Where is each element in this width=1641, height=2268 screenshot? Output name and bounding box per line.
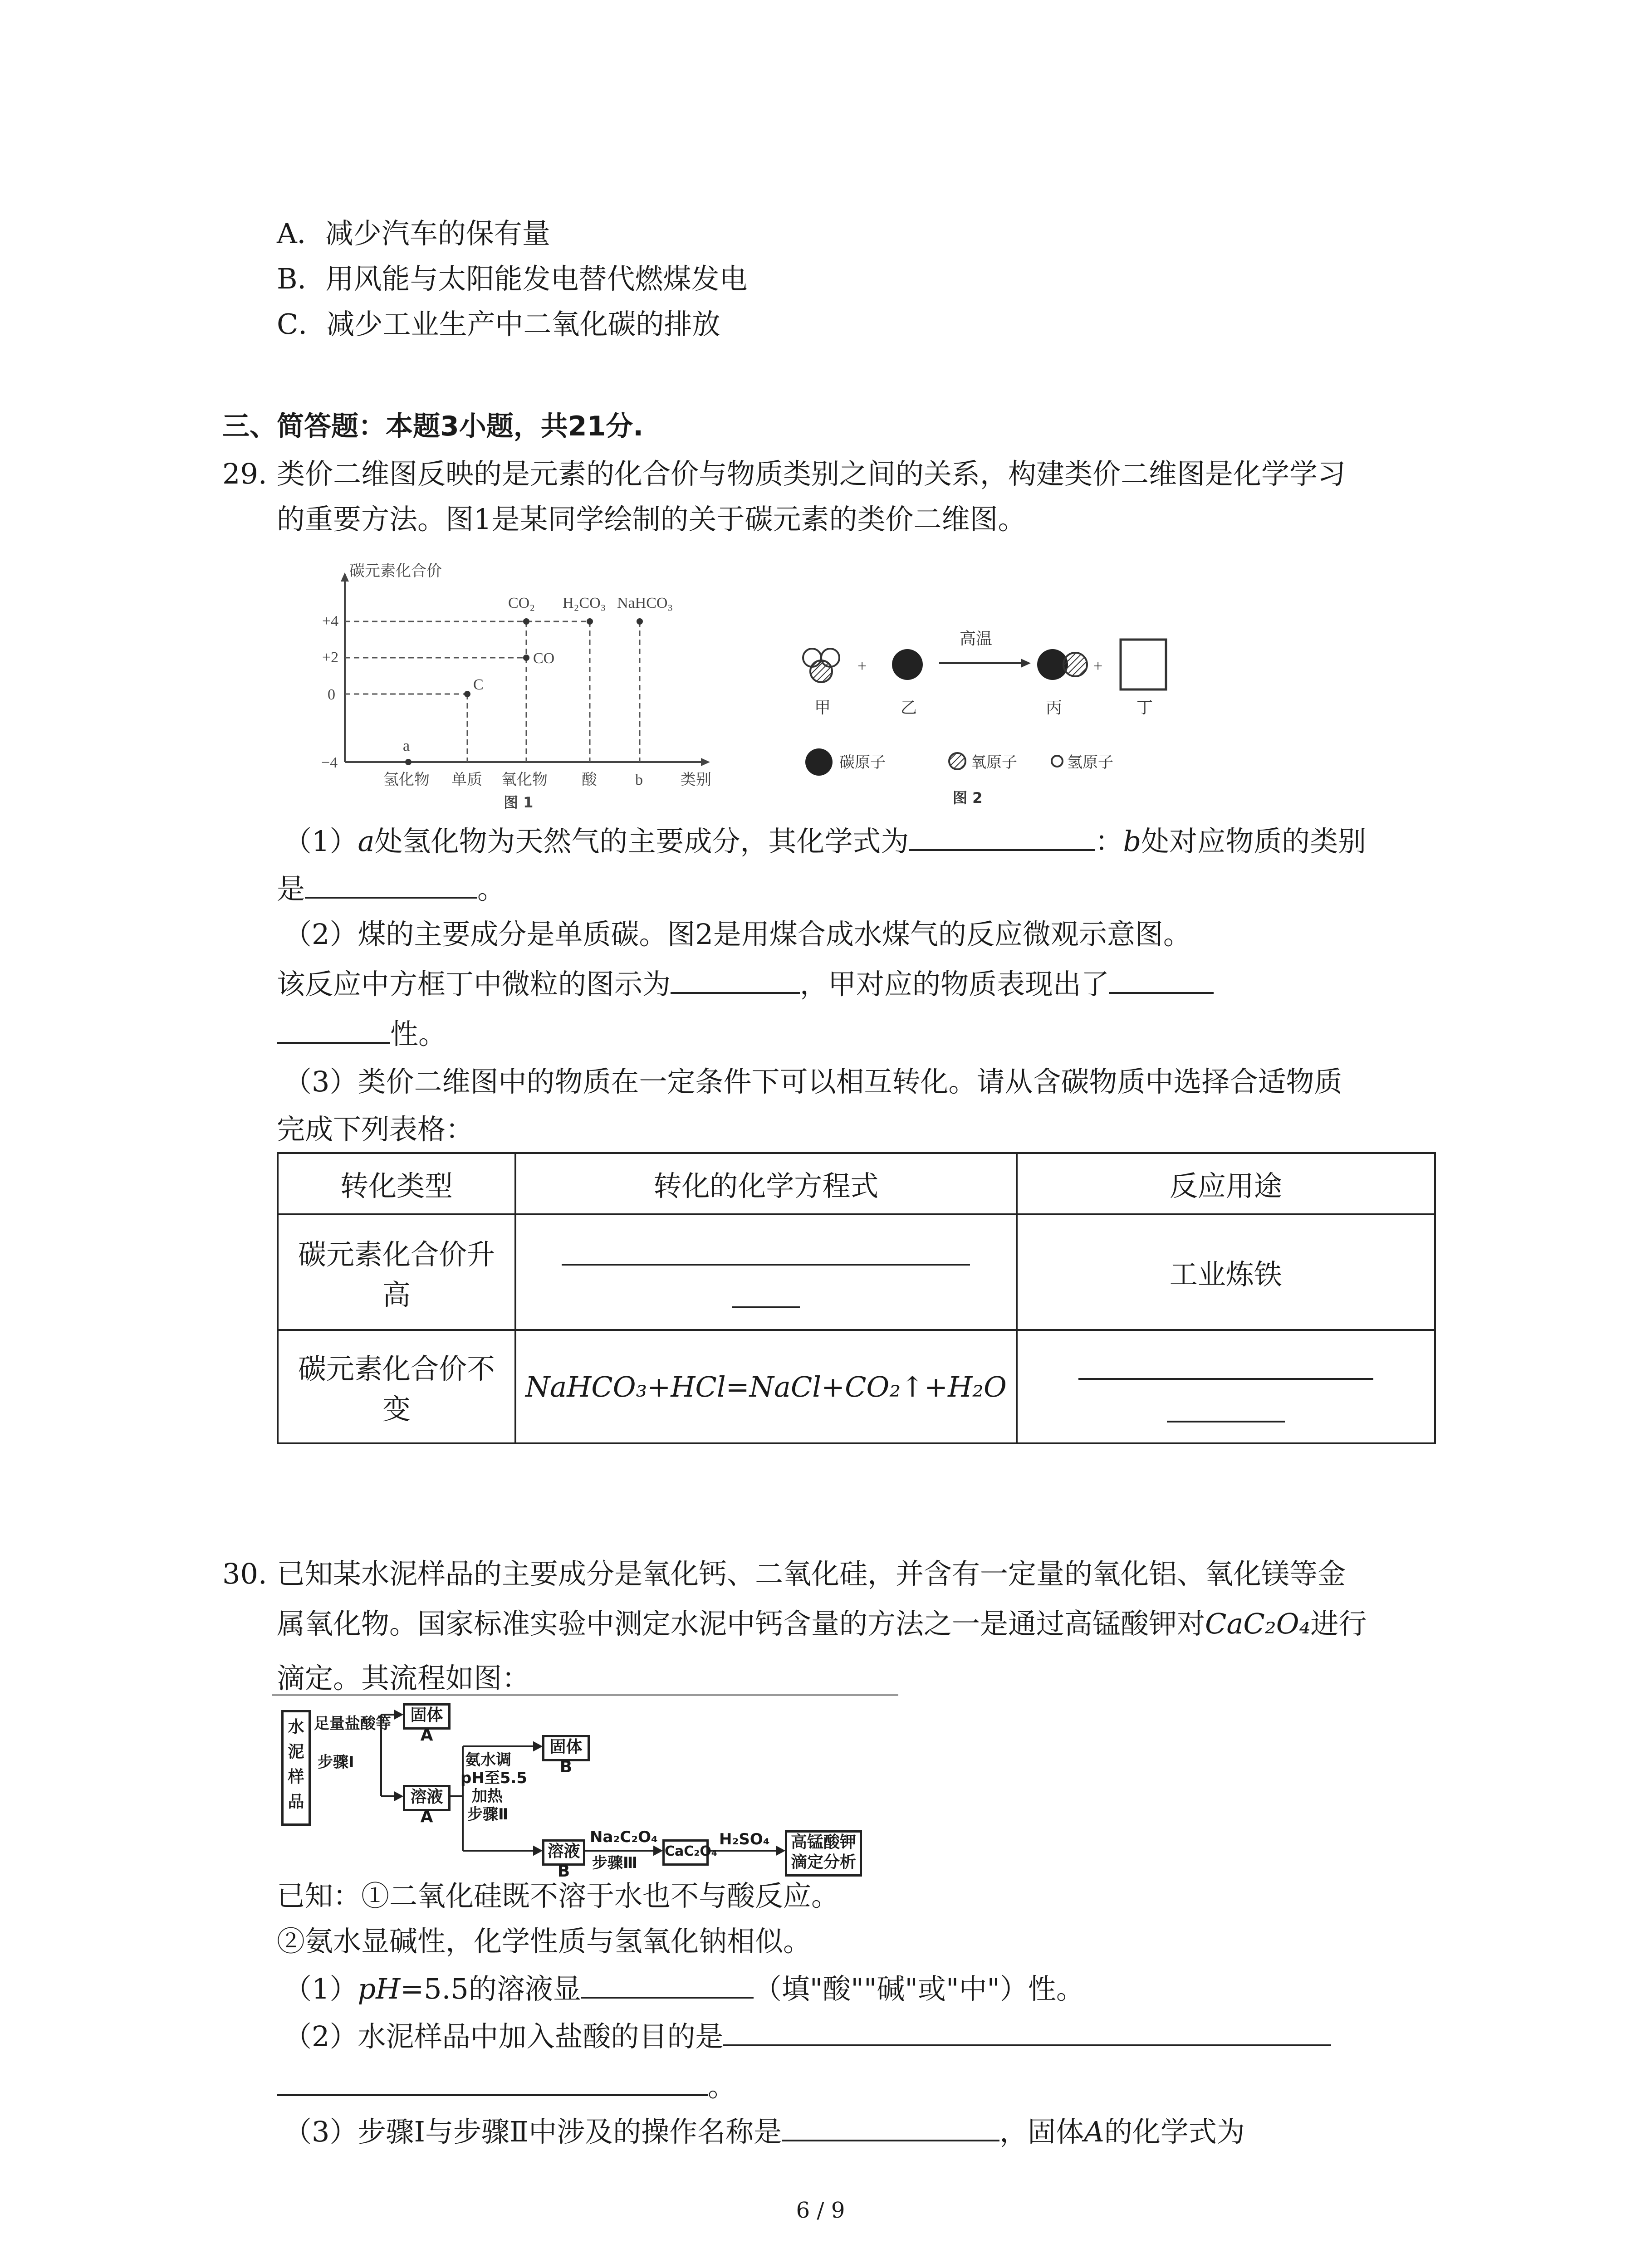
fig1-point-a: a: [403, 738, 410, 754]
table-header-row: [278, 1153, 1435, 1214]
fig1-xtick-acid: 酸: [582, 772, 597, 788]
q30-part2-cont: 。: [277, 2066, 736, 2105]
flow-step-2: 步骤Ⅱ: [467, 1805, 509, 1823]
q30-part1: （1）pH=5.5的溶液显 （填"酸""碱"或"中"）性。: [284, 1969, 1084, 2007]
page-number: 6 / 9: [796, 2198, 845, 2223]
flow-reagent-4: H₂SO₄: [719, 1830, 770, 1848]
flow-reagent-2-line1: 氨水调: [465, 1751, 511, 1769]
fig2-label-ding: 丁: [1136, 699, 1153, 717]
option-a: A．减少汽车的保有量: [277, 217, 550, 250]
fig2-arrow-label: 高温: [960, 630, 993, 648]
fig1-point-C: C: [473, 676, 484, 693]
answer-blank-3[interactable]: [671, 964, 800, 994]
fig1-xtick-oxide: 氧化物: [501, 772, 548, 788]
atom-yi: [892, 649, 923, 680]
table-row: [278, 1214, 1435, 1330]
answer-blank-5[interactable]: [277, 1014, 390, 1044]
answer-blank-8[interactable]: [277, 2066, 708, 2096]
legend-oxygen: 氧原子: [971, 754, 1017, 771]
fig1-point-NaHCO3: NaHCO₃: [617, 595, 673, 611]
header-type: 转化类型: [278, 1153, 515, 1214]
fig1-xtick-hydride: 氢化物: [383, 772, 430, 788]
fig1-caption: 图 1: [504, 794, 534, 811]
q30-intro-3: 滴定。其流程如图：: [277, 1662, 530, 1695]
q29-part1: （1）a处氢化物为天然气的主要成分，其化学式为 ：b处对应物质的类别: [284, 821, 1366, 860]
row2-equation: NaHCO₃+HCl=NaCl+CO₂↑+H₂O: [515, 1330, 1017, 1443]
fig1-ytick-+4: +4: [322, 613, 339, 630]
row1-type: 碳元素化合价升 高: [278, 1214, 515, 1330]
fig1-ytick-0: 0: [328, 686, 335, 703]
figure-2-reaction-diagram: [780, 608, 1216, 807]
q30-number: 30.: [222, 1557, 267, 1590]
q30-part3: （3）步骤Ⅰ与步骤Ⅱ中涉及的操作名称是 ，固体A的化学式为: [284, 2112, 1245, 2150]
option-b: B．用风能与太阳能发电替代燃煤发电: [277, 262, 748, 295]
section-heading: 三、简答题：本题3小题，共21分.: [222, 411, 644, 442]
flowchart: [272, 1694, 898, 1885]
q29-part3-intro: （3）类价二维图中的物质在一定条件下可以相互转化。请从含碳物质中选择合适物质: [284, 1065, 1342, 1098]
flow-reagent-3: Na₂C₂O₄: [590, 1828, 658, 1846]
flow-reagent-2-line3: 加热: [472, 1787, 503, 1805]
q29-intro-1: 类价二维图反映的是元素的化合价与物质类别之间的关系，构建类价二维图是化学学习: [277, 457, 1346, 490]
legend-carbon: 碳原子: [839, 754, 886, 771]
q30-known-1: 已知：①二氧化硅既不溶于水也不与酸反应。: [277, 1879, 840, 1912]
q29-part2: 该反应中方框丁中微粒的图示为 ，甲对应的物质表现出了: [277, 964, 1214, 1002]
answer-blank-4[interactable]: [1109, 964, 1214, 994]
answer-blank-7[interactable]: [723, 2016, 1331, 2046]
flow-solution-b: 溶液B: [542, 1839, 585, 1866]
row2-type: 碳元素化合价不 变: [278, 1330, 515, 1443]
fig2-label-bing: 丙: [1046, 699, 1063, 717]
flow-reagent-2-line2: pH至5.5: [460, 1769, 528, 1787]
fig1-point-CO: CO: [533, 650, 555, 667]
q30-known-2: ②氨水显碱性，化学性质与氢氧化钠相似。: [277, 1925, 812, 1958]
box-ding: [1121, 640, 1166, 689]
fig1-xtick-element: 单质: [451, 772, 482, 788]
molecule-jia: [803, 649, 839, 682]
flow-solution-a: 溶液A: [403, 1785, 451, 1811]
fig2-label-jia: 甲: [814, 699, 831, 717]
q29-intro-2: 的重要方法。图1是某同学绘制的关于碳元素的类价二维图。: [277, 503, 1026, 536]
option-c: C．减少工业生产中二氧化碳的排放: [277, 308, 720, 341]
fig2-label-yi: 乙: [901, 699, 917, 717]
answer-blank-9[interactable]: [782, 2112, 999, 2141]
fig1-point-CO2: CO₂: [508, 595, 535, 611]
fig1-ylabel: 碳元素化合价: [349, 563, 442, 580]
q30-intro-2: 属氧化物。国家标准实验中测定水泥中钙含量的方法之一是通过高锰酸钾对CaC₂O₄进行: [277, 1607, 1367, 1640]
flow-final: 高锰酸钾 滴定分析: [785, 1830, 862, 1877]
answer-blank-2[interactable]: [305, 869, 477, 899]
flow-step-3: 步骤Ⅲ: [592, 1854, 638, 1872]
q29-number: 29.: [222, 457, 267, 490]
q30-part2: （2）水泥样品中加入盐酸的目的是: [284, 2016, 1331, 2055]
q29-part2-cont: 性。: [277, 1014, 446, 1052]
q29-part1-cont: 是 。: [277, 869, 505, 907]
q29-part3-intro-2: 完成下列表格：: [277, 1113, 474, 1146]
fig1-point-H2CO3: H₂CO₃: [563, 595, 606, 611]
flow-cac2o4: CaC₂O₄: [662, 1839, 709, 1866]
row1-use: 工业炼铁: [1017, 1214, 1435, 1330]
fig1-ytick-+2: +2: [322, 649, 339, 666]
q29-part2-intro: （2）煤的主要成分是单质碳。图2是用煤合成水煤气的反应微观示意图。: [284, 918, 1191, 951]
q30-intro-1: 已知某水泥样品的主要成分是氧化钙、二氧化硅，并含有一定量的氧化铝、氧化镁等金: [277, 1557, 1346, 1590]
row2-use-blank[interactable]: [1017, 1330, 1435, 1443]
answer-blank-6[interactable]: [581, 1969, 754, 1999]
table-row: [278, 1330, 1435, 1443]
flow-solid-b: 固体B: [542, 1735, 590, 1761]
flow-step-1: 步骤Ⅰ: [318, 1753, 354, 1771]
conversion-table: [277, 1152, 1436, 1444]
answer-blank-1[interactable]: [909, 821, 1095, 851]
header-use: 反应用途: [1017, 1153, 1435, 1214]
plus-sign-2: +: [1093, 657, 1103, 675]
flow-sample: 水泥样品: [281, 1710, 311, 1826]
fig2-caption: 图 2: [953, 789, 983, 807]
fig1-ytick--4: −4: [321, 754, 338, 771]
row1-equation-blank[interactable]: [515, 1214, 1017, 1330]
plus-sign-1: +: [857, 657, 867, 675]
fig1-xtick-category: 类别: [681, 772, 711, 788]
header-equation: 转化的化学方程式: [515, 1153, 1017, 1214]
flow-reagent-1: 足量盐酸等: [314, 1715, 391, 1733]
legend-hydrogen: 氢原子: [1067, 754, 1113, 771]
flow-solid-a: 固体A: [403, 1703, 451, 1730]
fig1-xtick-b: b: [635, 772, 643, 788]
figure-1-valence-chart: [299, 558, 780, 812]
